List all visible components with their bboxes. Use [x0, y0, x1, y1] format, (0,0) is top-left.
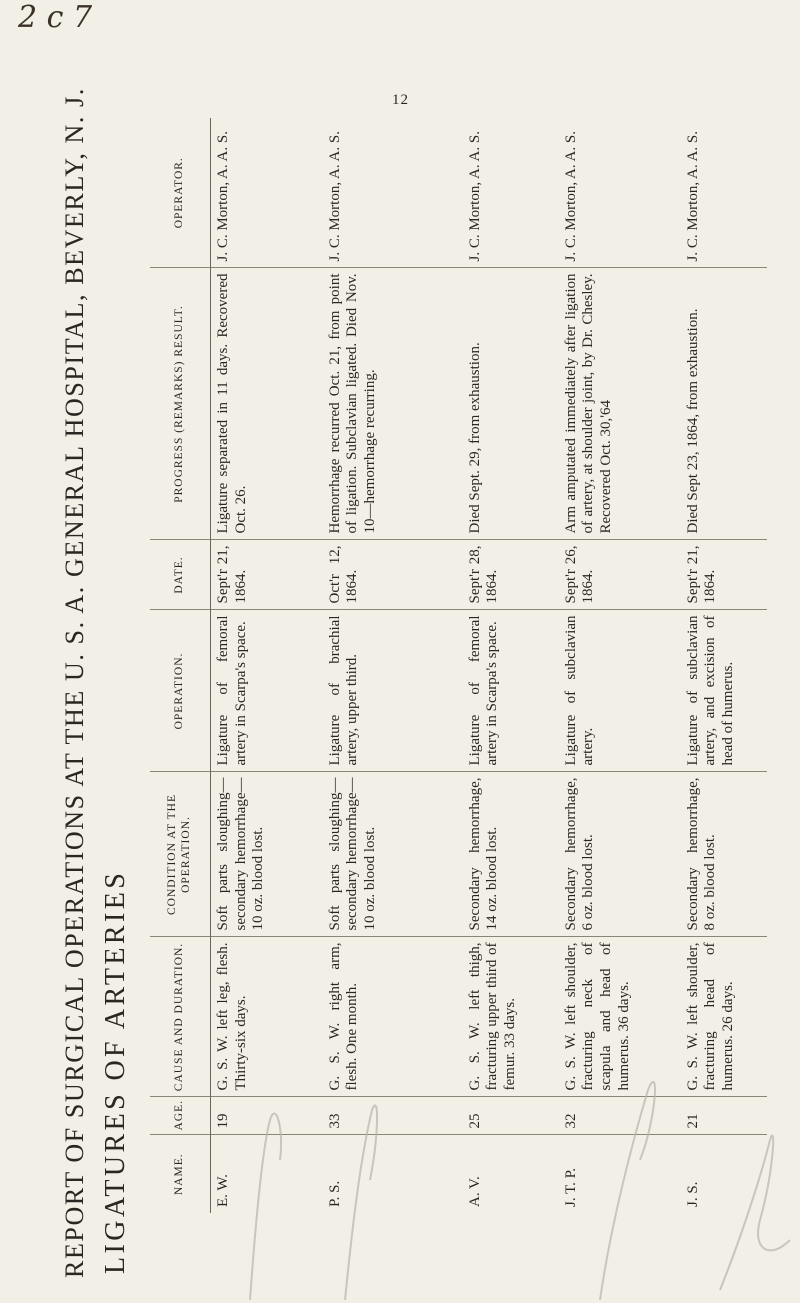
cell-name: A. V.	[466, 1176, 483, 1207]
column-header-operation: OPERATION.	[150, 610, 211, 772]
report-title: REPORT OF SURGICAL OPERATIONS AT THE U. S. A. GENERAL HOSPITAL, BEVERLY, N. J.	[60, 87, 89, 1278]
cell-cause: G. S. W. left shoulder, fracturing neck of scapula and head of humerus. 36 days.	[559, 937, 681, 1097]
cell-age: 21	[681, 1097, 767, 1135]
cell-age: 33	[323, 1097, 463, 1135]
cell-operation: Ligature of subclavian artery, and excision of head of humerus.	[681, 610, 767, 772]
cell-cause: G. S. W. right arm, flesh. One month.	[323, 937, 463, 1097]
table-row	[323, 118, 463, 1213]
cell-condition: Secondary hemorrhage, 6 oz. blood lost.	[559, 772, 681, 937]
column-header-age: AGE.	[150, 1097, 211, 1135]
cell-date: Sept'r 26, 1864.	[559, 540, 681, 610]
table-row	[463, 118, 559, 1213]
cell-name: E. W.	[215, 1174, 231, 1207]
cell-name: J. T. P.	[562, 1167, 579, 1207]
cell-progress: Ligature separated in 11 days. Recovered Oct. 26.	[211, 268, 323, 540]
table-header-row	[150, 118, 211, 1213]
column-header-name: NAME.	[150, 1135, 211, 1213]
report-header	[38, 38, 158, 1278]
cell-cause: G. S. W. left thigh, fracturing upper third of femur. 33 days.	[463, 937, 559, 1097]
cell-date: Sept'r 21, 1864.	[211, 540, 323, 610]
table-row	[559, 118, 681, 1213]
column-header-progress: PROGRESS (REMARKS) RESULT.	[150, 268, 211, 540]
cell-operator: J. C. Morton, A. A. S.	[211, 118, 323, 268]
cell-name: P. S.	[326, 1180, 343, 1207]
cell-age: 32	[559, 1097, 681, 1135]
table-row	[681, 118, 767, 1213]
handwritten-folio-mark: 2 c 7	[18, 0, 93, 35]
cell-date: Oct'r 12, 1864.	[323, 540, 463, 610]
cell-operation: Ligature of subclavian artery.	[559, 610, 681, 772]
cell-progress: Arm amputated immediately after ligation of artery, at shoulder joint, by Dr. Chesley. Recovered Oct. 30,'64	[559, 268, 681, 540]
cell-condition: Soft parts sloughing—secondary hemorrhage—10 oz. blood lost.	[323, 772, 463, 937]
cell-age: 25	[463, 1097, 559, 1135]
cell-operation: Ligature of femoral artery in Scarpa's space.	[211, 610, 323, 772]
cell-progress: Hemorrhage recurred Oct. 21, from point of ligation. Subclavian ligated. Died Nov. 10—hemorrhage recurring.	[323, 268, 463, 540]
cell-progress: Died Sept. 29, from exhaustion.	[463, 268, 559, 540]
column-header-cause: CAUSE AND DURATION.	[150, 937, 211, 1097]
column-header-operator: OPERATOR.	[150, 118, 211, 268]
report-subtitle: LIGATURES OF ARTERIES	[100, 869, 131, 1274]
cell-operator: J. C. Morton, A. A. S.	[681, 118, 767, 268]
page-number: 12	[392, 92, 409, 108]
table-row	[211, 118, 323, 1213]
cell-operation: Ligature of femoral artery in Scarpa's space.	[463, 610, 559, 772]
cell-operator: J. C. Morton, A. A. S.	[463, 118, 559, 268]
cell-age: 19	[211, 1097, 323, 1135]
cell-operator: J. C. Morton, A. A. S.	[559, 118, 681, 268]
ligatures-table-container	[150, 118, 760, 1213]
column-header-condition: CONDITION AT THE OPERATION.	[150, 772, 211, 937]
cell-condition: Soft parts sloughing—secondary hemorrhage—10 oz. blood lost.	[211, 772, 323, 937]
cell-operator: J. C. Morton, A. A. S.	[323, 118, 463, 268]
cell-date: Sept'r 28, 1864.	[463, 540, 559, 610]
cell-progress: Died Sept 23, 1864, from exhaustion.	[681, 268, 767, 540]
cell-date: Sept'r 21, 1864.	[681, 540, 767, 610]
cell-cause: G. S. W. left shoulder, fracturing head of humerus. 26 days.	[681, 937, 767, 1097]
ligatures-table	[150, 118, 767, 1213]
cell-operation: Ligature of brachial artery, upper third.	[323, 610, 463, 772]
cell-condition: Secondary hemorrhage, 14 oz. blood lost.	[463, 772, 559, 937]
cell-condition: Secondary hemorrhage, 8 oz. blood lost.	[681, 772, 767, 937]
cell-cause: G. S. W. left leg, flesh. Thirty-six days.	[211, 937, 323, 1097]
column-header-date: DATE.	[150, 540, 211, 610]
cell-name: J. S.	[684, 1181, 701, 1207]
